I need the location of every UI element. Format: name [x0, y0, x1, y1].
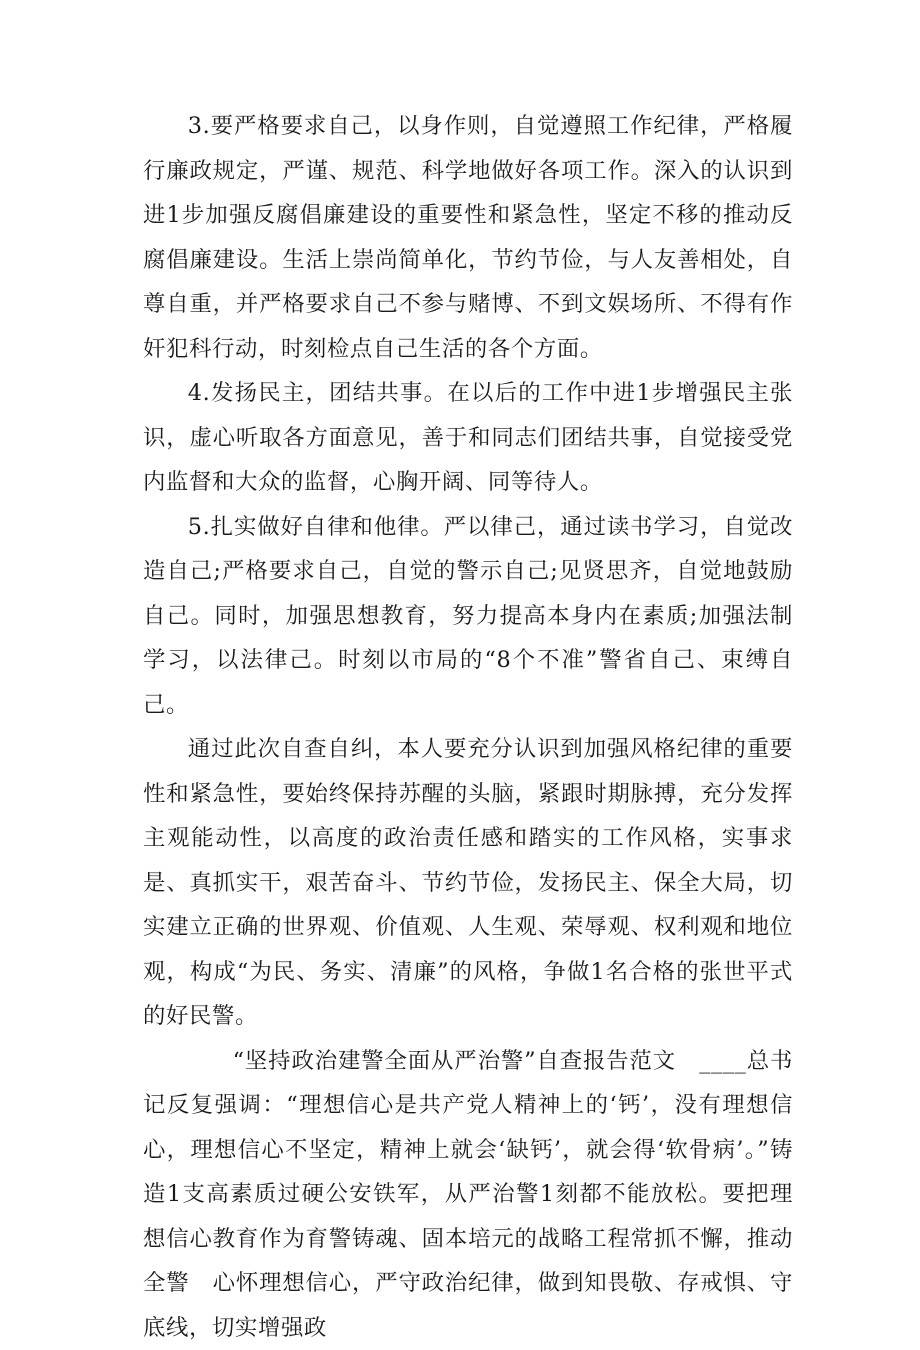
paragraph-item-3: 3.要严格要求自己，以身作则，自觉遵照工作纪律，严格履行廉政规定，严谨、规范、科学地做好各项工作。深入的认识到进1步加强反腐倡廉建设的重要性和紧急性，坚定不移的推动反腐倡廉建设。生活上崇尚简单化，节约节俭，与人友善相处，自尊自重，并严格要求自己不参与赌博、不到文娱场所、不得有作奸犯科行动，时刻检点自己生活的各个方面。 — [143, 104, 793, 371]
paragraph-item-5: 5.扎实做好自律和他律。严以律己，通过读书学习，自觉改造自己;严格要求自己，自觉的警示自己;见贤思齐，自觉地鼓励自己。同时，加强思想教育，努力提高本身内在素质;加强法制学习，以法律己。时刻以市局的“8个不准”警省自己、束缚自己。 — [143, 505, 793, 728]
paragraph-item-4: 4.发扬民主，团结共事。在以后的工作中进1步增强民主张识，虚心听取各方面意见，善于和同志们团结共事，自觉接受党内监督和大众的监督，心胸开阔、同等待人。 — [143, 371, 793, 505]
document-page — [143, 104, 793, 1350]
paragraph-report-intro: “坚持政治建警全面从严治警”自查报告范文 ____总书记反复强调：“理想信心是共产党人精神上的‘钙’，没有理想信心，理想信心不坚定，精神上就会‘缺钙’，就会得‘软骨病’。”铸造1支高素质过硬公安铁军，从严治警1刻都不能放松。要把理想信心教育作为育警铸魂、固本培元的战略工程常抓不懈，推动全警 心怀理想信心，严守政治纪律，做到知畏敬、存戒惧、守底线，切实增强政 — [143, 1039, 793, 1350]
paragraph-conclusion: 通过此次自查自纠，本人要充分认识到加强风格纪律的重要性和紧急性，要始终保持苏醒的头脑，紧跟时期脉搏，充分发挥主观能动性，以高度的政治责任感和踏实的工作风格，实事求是、真抓实干，艰苦奋斗、节约节俭，发扬民主、保全大局，切实建立正确的世界观、价值观、人生观、荣辱观、权利观和地位观，构成“为民、务实、清廉”的风格，争做1名合格的张世平式的好民警。 — [143, 727, 793, 1039]
